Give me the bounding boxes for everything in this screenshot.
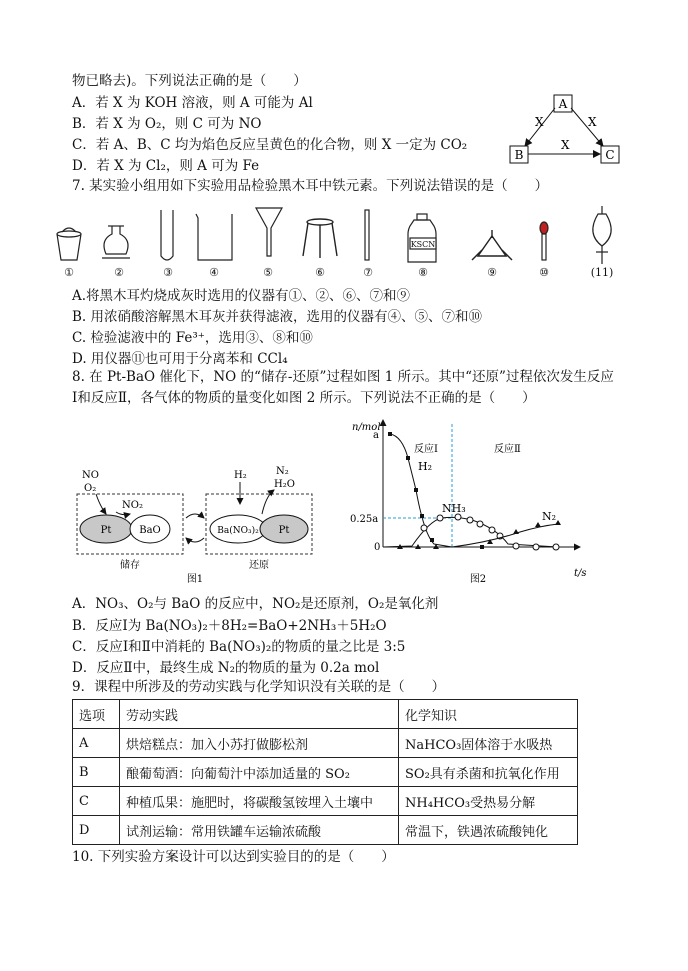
kscn-label: KSCN (410, 240, 436, 249)
apparatus-label-7: ⑦ (363, 266, 373, 279)
table-row (73, 787, 578, 816)
beaker-icon (196, 214, 232, 260)
fig2-h2-curve (390, 434, 500, 547)
q9-stem: 9．课程中所涉及的劳动实践与化学知识没有关联的是（ ） (72, 679, 446, 695)
funnel-icon (256, 208, 282, 256)
fig1-caption: 图1 (186, 574, 204, 585)
q8-option-b: B．反应Ⅰ为 Ba(NO₃)₂＋8H₂=BaO+2NH₃＋5H₂O (72, 618, 387, 634)
fig2-x-unit: t/s (574, 568, 587, 579)
fig2-zero-tick: 0 (374, 542, 381, 553)
row-a-option: A (73, 729, 120, 758)
q7-option-c: C. 检验滤液中的 Fe³⁺，选用③、⑧和⑩ (72, 330, 313, 346)
label-b: B (514, 148, 524, 162)
fig1-h2: H₂ (234, 470, 247, 481)
q6-option-a: A．若 X 为 KOH 溶液，则 A 可能为 Al (72, 95, 313, 111)
separatory-funnel-icon (593, 206, 611, 264)
q9-table (72, 699, 578, 845)
q8-option-d: D．反应Ⅱ中，最终生成 N₂的物质的量为 0.2a mol (72, 660, 380, 676)
q6-option-b: B．若 X 为 O₂，则 C 可为 NO (72, 116, 262, 132)
row-a-practice: 烘焙糕点：加入小苏打做膨松剂 (120, 729, 399, 758)
apparatus-label-2: ② (114, 266, 124, 279)
fig1-pt2: Pt (278, 525, 290, 536)
label-c: C (605, 148, 615, 162)
q8-figure-1 (70, 462, 330, 587)
q8-option-c: C．反应Ⅰ和Ⅱ中消耗的 Ba(NO₃)₂的物质的量之比是 3:5 (72, 639, 406, 655)
fig1-h2o: H₂O (274, 479, 295, 490)
fig1-pt: Pt (100, 525, 112, 536)
q10-stem: 10. 下列实验方案设计可以达到实验目的的是（ ） (72, 849, 395, 865)
header-practice: 劳动实践 (120, 700, 399, 729)
q6-stem-end: 物已略去)。下列说法正确的是（ ） (72, 73, 307, 89)
fig1-reduce: 还原 (249, 560, 269, 571)
fig1-o2: O₂ (84, 483, 97, 494)
fig2-reaction-2: 反应Ⅱ (494, 444, 521, 455)
table-row (73, 729, 578, 758)
label-x-left: X (535, 115, 544, 129)
row-c-practice: 种植瓜果：施肥时，将碳酸氢铵埋入土壤中 (120, 787, 399, 816)
row-a-knowledge: NaHCO₃固体溶于水吸热 (399, 729, 578, 758)
q8-option-a: A．NO₃、O₂与 BaO 的反应中，NO₂是还原剂，O₂是氧化剂 (72, 596, 439, 612)
q8-stem-line1: 8. 在 Pt-BaO 催化下，NO 的“储存-还原”过程如图 1 所示。其中“还原”过程依次发生反应 (72, 369, 614, 385)
fig1-n2: N₂ (276, 466, 289, 477)
fig1-no: NO (82, 470, 99, 481)
row-c-knowledge: NH₄HCO₃受热易分解 (399, 787, 578, 816)
crucible-icon (57, 228, 81, 260)
q7-apparatus (50, 204, 630, 268)
arrow-a-c (571, 108, 603, 146)
header-knowledge: 化学知识 (399, 700, 578, 729)
fig2-caption: 图2 (469, 574, 487, 585)
reagent-bottle-icon (408, 214, 436, 262)
fig2-nh3-label: NH₃ (442, 502, 466, 515)
fig2-a-tick: a (373, 430, 379, 441)
fig1-bao: BaO (139, 525, 161, 536)
apparatus-label-1: ① (64, 266, 74, 279)
q7-option-b: B. 用浓硝酸溶解黑木耳灰并获得滤液，选用的仪器有④、⑤、⑦和⑩ (72, 309, 483, 325)
row-b-option: B (73, 758, 120, 787)
q8-stem-line2: Ⅰ和反应Ⅱ，各气体的物质的量变化如图 2 所示。下列说法不正确的是（ ） (72, 390, 536, 406)
apparatus-label-8: ⑧ (418, 266, 428, 279)
table-row (73, 758, 578, 787)
apparatus-label-6: ⑥ (315, 266, 325, 279)
fig2-quarter-tick: 0.25a (350, 514, 379, 525)
label-x-bottom: X (561, 138, 570, 152)
fig1-store: 储存 (120, 560, 140, 571)
label-x-right: X (588, 115, 597, 129)
fig2-nh3-markers (421, 514, 559, 550)
q6-triangle-diagram (505, 92, 625, 168)
fig1-no2: NO₂ (122, 500, 143, 511)
row-d-knowledge: 常温下，铁遇浓硫酸钝化 (399, 816, 578, 845)
q7-stem: 7. 某实验小组用如下实验用品检验黑木耳中铁元素。下列说法错误的是（ ） (72, 178, 549, 194)
header-option: 选项 (73, 700, 120, 729)
q7-option-d: D. 用仪器⑪也可用于分离苯和 CCl₄ (72, 351, 288, 367)
row-d-practice: 试剂运输：常用铁罐车运输浓硫酸 (120, 816, 399, 845)
row-c-option: C (73, 787, 120, 816)
table-row (73, 816, 578, 845)
apparatus-label-4: ④ (209, 266, 219, 279)
fig2-n2-label: N₂ (542, 510, 557, 523)
fig2-reaction-1: 反应Ⅰ (414, 444, 438, 455)
dish-icon (102, 226, 130, 258)
apparatus-label-10: ⑩ (539, 266, 549, 279)
fig2-y-unit: n/mol (352, 422, 381, 433)
apparatus-label-5: ⑤ (263, 266, 273, 279)
apparatus-label-9: ⑨ (487, 266, 497, 279)
clay-triangle-icon (472, 230, 512, 260)
fig2-h2-label: H₂ (418, 460, 433, 473)
fig2-n2-curve (383, 524, 558, 547)
apparatus-label-3: ③ (163, 266, 173, 279)
dropper-icon (540, 222, 548, 260)
apparatus-label-11: (11) (590, 266, 614, 279)
q7-option-a: A.将黑木耳灼烧成灰时选用的仪器有①、②、⑥、⑦和⑨ (72, 288, 411, 304)
fig1-bano3: Ba(NO₃)₂ (217, 526, 259, 536)
label-a: A (558, 97, 568, 111)
row-b-practice: 酿葡萄酒：向葡萄汁中添加适量的 SO₂ (120, 758, 399, 787)
glass-rod-icon (365, 210, 369, 260)
q8-figure-2 (340, 416, 600, 588)
q6-option-d: D．若 X 为 Cl₂，则 A 可为 Fe (72, 158, 260, 174)
test-tube-icon (161, 210, 173, 260)
q6-option-c: C．若 A、B、C 均为焰色反应呈黄色的化合物，则 X 一定为 CO₂ (72, 137, 468, 153)
row-b-knowledge: SO₂具有杀菌和抗氧化作用 (399, 758, 578, 787)
row-d-option: D (73, 816, 120, 845)
table-header-row (73, 700, 578, 729)
tripod-icon (303, 219, 337, 258)
